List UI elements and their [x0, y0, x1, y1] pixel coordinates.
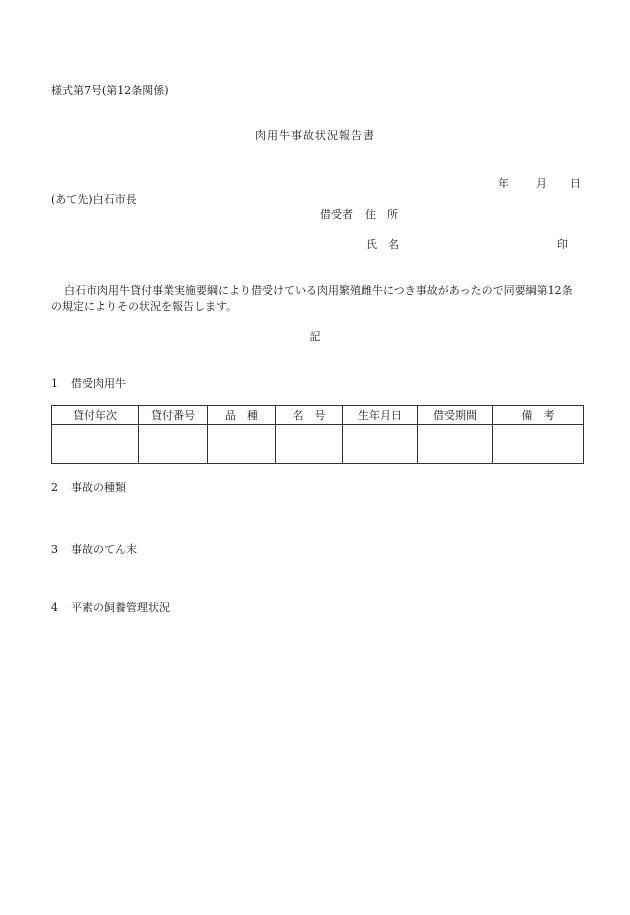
table-cell [139, 425, 208, 464]
applicant-address-row [320, 208, 398, 222]
table-cell [208, 425, 276, 464]
section-number: 1 [51, 377, 58, 390]
section-label: 平素の飼養管理状況 [71, 601, 170, 614]
table-cell [276, 425, 343, 464]
form-number: 様式第7号(第12条関係) [51, 84, 169, 97]
table-header-row [52, 406, 584, 425]
name-label: 氏 名 [366, 238, 399, 251]
address-label: 住 所 [365, 208, 398, 221]
column-header: 名 号 [276, 406, 343, 425]
table-cell [493, 425, 584, 464]
section-heading-1 [51, 377, 126, 391]
date-month-label: 月 [536, 177, 547, 190]
column-header: 貸付番号 [139, 406, 208, 425]
cattle-table [51, 405, 584, 464]
table-cell [343, 425, 418, 464]
section-heading-3 [51, 543, 137, 557]
table-row [52, 425, 584, 464]
column-header: 貸付年次 [52, 406, 139, 425]
date-year-label: 年 [498, 177, 509, 190]
column-header: 備 考 [493, 406, 584, 425]
table-cell [52, 425, 139, 464]
section-heading-2 [51, 481, 126, 495]
addressee: (あて先)白石市長 [51, 193, 137, 206]
section-label: 事故のてん末 [71, 543, 137, 556]
applicant-label: 借受者 [320, 208, 353, 221]
section-label: 借受肉用牛 [71, 377, 126, 390]
table-cell [418, 425, 493, 464]
column-header: 借受期間 [418, 406, 493, 425]
page-title: 肉用牛事故状況報告書 [255, 129, 375, 142]
date-day-label: 日 [570, 177, 581, 190]
report-body: 白石市肉用牛貸付事業実施要綱により借受けている肉用繁殖雌牛につき事故があったので同要綱第12条の規定によりその状況を報告します。 [51, 284, 573, 313]
column-header: 品 種 [208, 406, 276, 425]
section-heading-4 [51, 601, 170, 615]
section-label: 事故の種類 [71, 481, 126, 494]
section-number: 3 [51, 543, 58, 556]
ki-heading: 記 [309, 330, 321, 343]
seal-label: 印 [557, 238, 568, 251]
date-line [498, 177, 581, 191]
column-header: 生年月日 [343, 406, 418, 425]
section-number: 2 [51, 481, 58, 494]
section-number: 4 [51, 601, 58, 614]
